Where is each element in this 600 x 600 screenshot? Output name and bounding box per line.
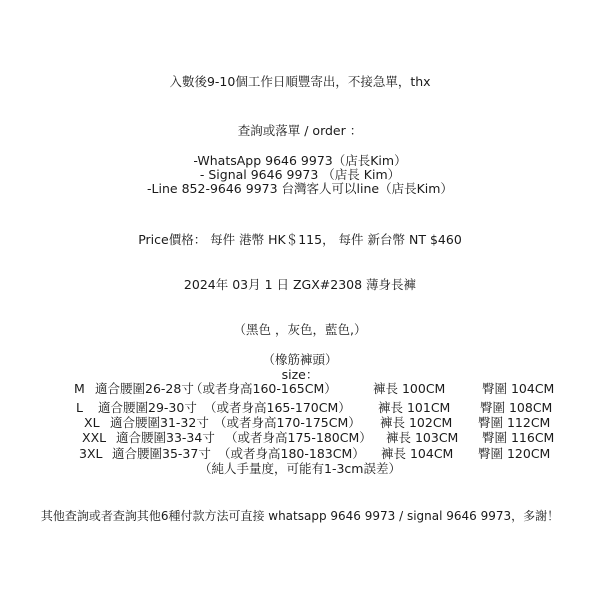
size-hip: 臀圍 116CM — [482, 430, 555, 445]
contact-whatsapp: -WhatsApp 9646 9973（店長Kim） — [193, 153, 407, 168]
size-row — [0, 381, 600, 396]
size-waist: 適合腰圍29-30寸 — [98, 400, 197, 415]
size-row — [0, 446, 600, 461]
size-height: （或者身高175-180CM） — [225, 430, 372, 445]
size-row — [0, 400, 600, 415]
size-waist: 適合腰圍35-37寸 — [112, 446, 211, 461]
size-row — [0, 430, 600, 445]
size-length: 褲長 100CM — [373, 381, 446, 396]
size-hip: 臀圍 112CM — [478, 415, 551, 430]
product-info: 2024年 03月 1 日 ZGX#2308 薄身長褲 — [183, 277, 417, 292]
price-info: Price價格： 每件 港幣 HK＄115， 每件 新台幣 NT $460 — [138, 232, 462, 247]
size-length: 褲長 103CM — [386, 430, 459, 445]
size-waist: 適合腰圍31-32寸 — [110, 415, 209, 430]
contact-heading: 查詢或落單 / order ： — [237, 123, 363, 138]
size-height: （或者身高170-175CM） — [214, 415, 361, 430]
waistband-note: （橡筋褲頭） — [262, 352, 338, 367]
size-hip: 臀圍 108CM — [480, 400, 553, 415]
size-code: L — [76, 400, 83, 415]
size-code: XL — [84, 415, 100, 430]
footer-contact: 其他查詢或者查詢其他6種付款方法可直接 whatsapp 9646 9973 / signal 9646 9973，多謝！ — [40, 509, 560, 523]
contact-signal: - Signal 9646 9973 （店長 Kim） — [199, 167, 401, 182]
size-hip: 臀圍 104CM — [482, 381, 555, 396]
size-code: XXL — [82, 430, 107, 445]
contact-line: -Line 852-9646 9973 台灣客人可以line（店長Kim） — [147, 181, 453, 196]
size-label: size： — [281, 367, 319, 382]
size-code: 3XL — [79, 446, 103, 461]
color-options: （黑色 ，灰色，藍色,） — [233, 322, 367, 337]
size-height: （或者身高165-170CM） — [204, 400, 351, 415]
shipping-notice: 入數後9-10個工作日順豐寄出，不接急單，thx — [169, 74, 431, 89]
size-height: （或者身高180-183CM） — [218, 446, 365, 461]
measure-note: （純人手量度，可能有1-3cm誤差） — [199, 461, 401, 476]
size-length: 褲長 102CM — [380, 415, 453, 430]
size-waist: 適合腰圍26-28寸 — [95, 381, 194, 396]
size-waist: 適合腰圍33-34寸 — [116, 430, 215, 445]
size-height: （或者身高160-165CM） — [190, 381, 337, 396]
size-length: 褲長 104CM — [381, 446, 454, 461]
size-row — [0, 415, 600, 430]
size-length: 褲長 101CM — [378, 400, 451, 415]
size-code: M — [74, 381, 85, 396]
size-hip: 臀圍 120CM — [478, 446, 551, 461]
